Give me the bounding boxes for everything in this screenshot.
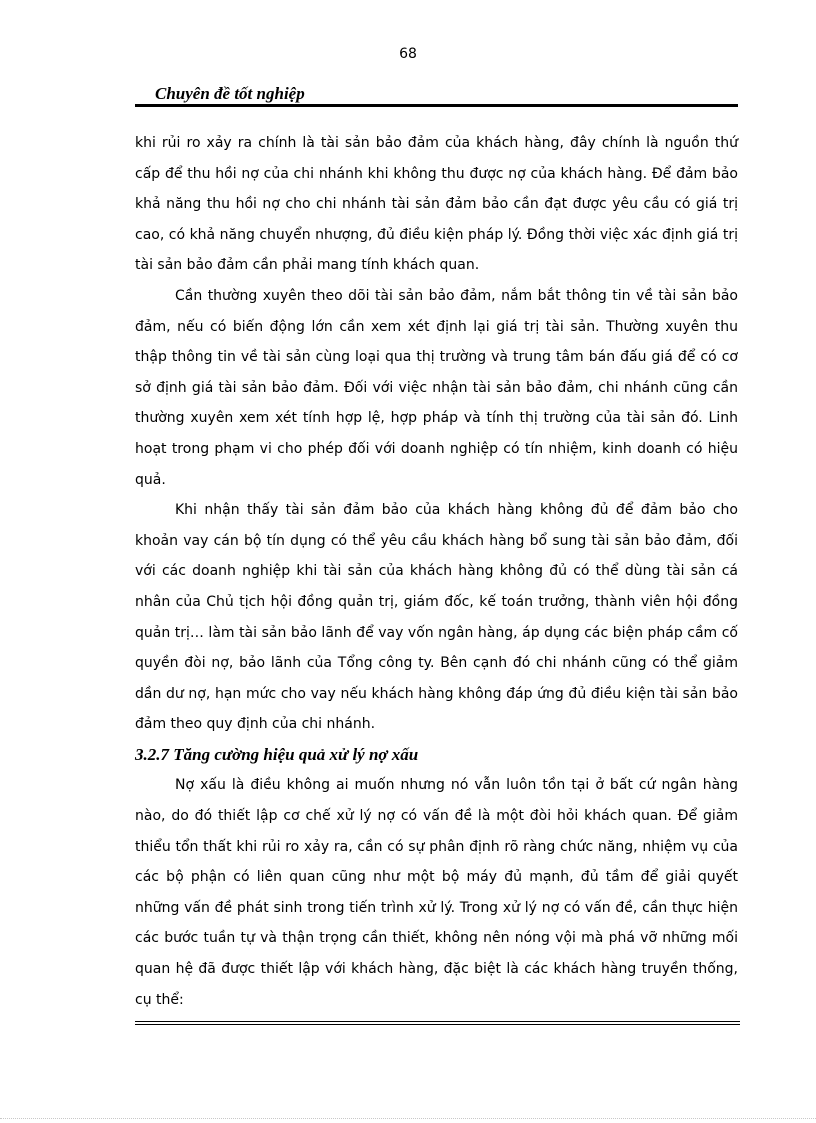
paragraph: Khi nhận thấy tài sản đảm bảo của khách hàng không đủ để đảm bảo cho khoản vay cán bộ tín dụng có thể yêu cầu khách hàng bổ sung tài sản bảo đảm, đối với các doanh nghiệp khi tài sản của khách hàng không đủ có thể dùng tài sản cá nhân của Chủ tịch hội đồng quản trị, giám đốc, kế toán trưởng, thành viên hội đồng quản trị… làm tài sản bảo lãnh để vay vốn ngân hàng, áp dụng các biện pháp cầm cố quyền đòi nợ, bảo lãnh của Tổng công ty. Bên cạnh đó chi nhánh cũng có thể giảm dần dư nợ, hạn mức cho vay nếu khách hàng không đáp ứng đủ điều kiện tài sản bảo đảm theo quy định của chi nhánh. — [135, 502, 738, 733]
paragraph: Cần thường xuyên theo dõi tài sản bảo đảm, nắm bắt thông tin về tài sản bảo đảm, nếu có biến động lớn cần xem xét định lại giá trị tài sản. Thường xuyên thu thập thông tin về tài sản cùng loại qua thị trường và trung tâm bán đấu giá để có cơ sở định giá tài sản bảo đảm. Đối với việc nhận tài sản bảo đảm, chi nhánh cũng cần thường xuyên xem xét tính hợp lệ, hợp pháp và tính thị trường của tài sản đó. Linh hoạt trong phạm vi cho phép đối với doanh nghiệp có tín nhiệm, kinh doanh có hiệu quả. — [135, 287, 738, 488]
header-title: Chuyên đề tốt nghiệp — [155, 84, 305, 103]
paragraph: Nợ xấu là điều không ai muốn nhưng nó vẫn luôn tồn tại ở bất cứ ngân hàng nào, do đó thiết lập cơ chế xử lý nợ có vấn đề là một đòi hỏi khách quan. Để giảm thiểu tổn thất khi rủi ro xảy ra, cần có sự phân định rõ ràng chức năng, nhiệm vụ của các bộ phận có liên quan cũng như một bộ máy đủ mạnh, đủ tầm để giải quyết những vấn đề phát sinh trong tiến trình xử lý. Trong xử lý nợ có vấn đề, cần thực hiện các bước tuần tự và thận trọng cần thiết, không nên nóng vội mà phá vỡ những mối quan hệ đã được thiết lập với khách hàng, đặc biệt là các khách hàng truyền thống, cụ thể: — [135, 777, 738, 1008]
header-rule — [135, 104, 738, 107]
page-number: 68 — [399, 46, 417, 62]
section-heading: 3.2.7 Tăng cường hiệu quả xử lý nợ xấu — [135, 744, 419, 764]
page-bottom-edge — [0, 1118, 816, 1119]
footer-rule — [135, 1021, 740, 1025]
document-body — [135, 128, 738, 1015]
paragraph-continued: khi rủi ro xảy ra chính là tài sản bảo đảm của khách hàng, đây chính là nguồn thứ cấp để thu hồi nợ của chi nhánh khi không thu được nợ của khách hàng. Để đảm bảo khả năng thu hồi nợ cho chi nhánh tài sản đảm bảo cần đạt được yêu cầu có giá trị cao, có khả năng chuyển nhượng, đủ điều kiện pháp lý. Đồng thời việc xác định giá trị tài sản bảo đảm cần phải mang tính khách quan. — [135, 135, 738, 274]
